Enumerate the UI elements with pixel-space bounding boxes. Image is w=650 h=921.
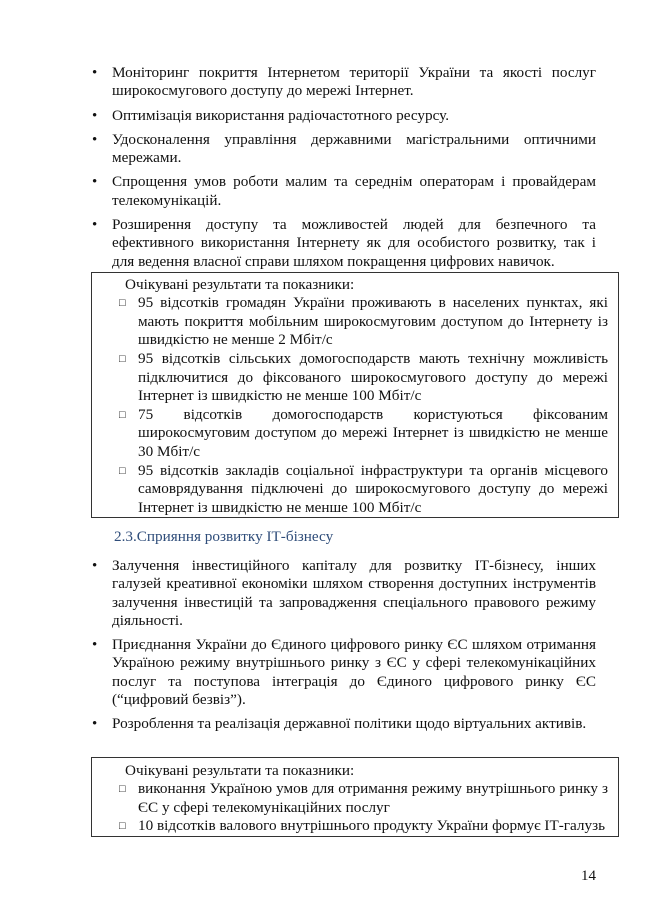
list-item: • Оптимізація використання радіочастотного ресурсу. (92, 106, 450, 124)
checkbox-icon: □ (119, 464, 126, 477)
page-number: 14 (581, 868, 596, 884)
list-item: □ 95 відсотків сільських домогосподарств мають технічну можливість підключитися до фіксованого широкосмугового доступу до мережі Інтернет із швидкістю не менше 100 Мбіт/с (119, 350, 608, 405)
list-item: • Моніторинг покриття Інтернетом території України та якості послуг широкосмугового доступу до мережі Інтернет. (92, 64, 596, 100)
expected-results-box-1 (91, 272, 619, 518)
list-item: □ 75 відсотків домогосподарств користуються фіксованим широкосмуговим доступом до мережі Інтернет із швидкістю не менше 30 Мбіт/с (119, 405, 608, 461)
results-list (92, 294, 618, 517)
list-item: □ 95 відсотків громадян України проживають в населених пунктах, які мають покриття мобільним широкосмуговим доступом до Інтернету із швидкістю не менше 2 Мбіт/с (119, 294, 608, 349)
bullet-icon: • (92, 107, 98, 124)
bullet-icon: • (92, 217, 98, 234)
bullet-icon: • (92, 637, 98, 654)
box-title: Очікувані результати та показники: (125, 276, 355, 293)
list-item: □ виконання Україною умов для отримання режиму внутрішнього ринку з ЄС у сфері телекомунікаційних послуг (119, 780, 608, 816)
checkbox-icon: □ (119, 297, 126, 310)
bullet-icon: • (92, 65, 98, 81)
list-item: • Удосконалення управління державними магістральними оптичними мережами. (92, 130, 596, 167)
checkbox-icon: □ (119, 820, 126, 833)
checkbox-icon: □ (119, 783, 126, 796)
box-title: Очікувані результати та показники: (125, 762, 355, 779)
bullet-icon: • (92, 558, 98, 574)
expected-results-box-2 (91, 757, 619, 837)
checkbox-icon: □ (119, 408, 126, 421)
list-item: • Приєднання України до Єдиного цифрового ринку ЄС шляхом отримання Україною режиму внутрішнього ринку з ЄС у сфері телекомунікаційних послуг та поступова інтеграція до Єдиного цифрового ринку ЄС (“цифровий безвіз”). (92, 636, 596, 709)
bullet-list-bottom (90, 557, 596, 740)
list-item: • Розроблення та реалізація державної політики щодо віртуальних активів. (92, 715, 587, 733)
bullet-icon: • (92, 131, 98, 148)
list-item: □ 95 відсотків закладів соціальної інфраструктури та органів місцевого самоврядування підключені до широкосмугового доступу до мережі Інтернет із швидкістю не менше 100 Мбіт/с (119, 461, 608, 516)
list-item: □ 10 відсотків валового внутрішнього продукту України формує ІТ-галузь (119, 817, 605, 835)
section-heading: 2.3.Сприяння розвитку ІТ-бізнесу (114, 528, 334, 545)
list-item: • Залучення інвестиційного капіталу для розвитку ІТ-бізнесу, інших галузей креативної економіки шляхом створення доступних інструментів залучення інвестицій та запровадження спеціального правового режиму діяльності. (92, 557, 596, 629)
bullet-icon: • (92, 716, 98, 733)
results-list (92, 780, 618, 836)
bullet-list-top (90, 64, 596, 277)
checkbox-icon: □ (119, 353, 126, 366)
list-item: • Розширення доступу та можливостей людей для безпечного та ефективного використання Інтернету як для особистого розвитку, так і для ведення власної справи шляхом покращення цифрових навичок. (92, 216, 596, 270)
bullet-icon: • (92, 174, 98, 191)
list-item: • Спрощення умов роботи малим та середнім операторам і провайдерам телекомунікацій. (92, 173, 596, 209)
